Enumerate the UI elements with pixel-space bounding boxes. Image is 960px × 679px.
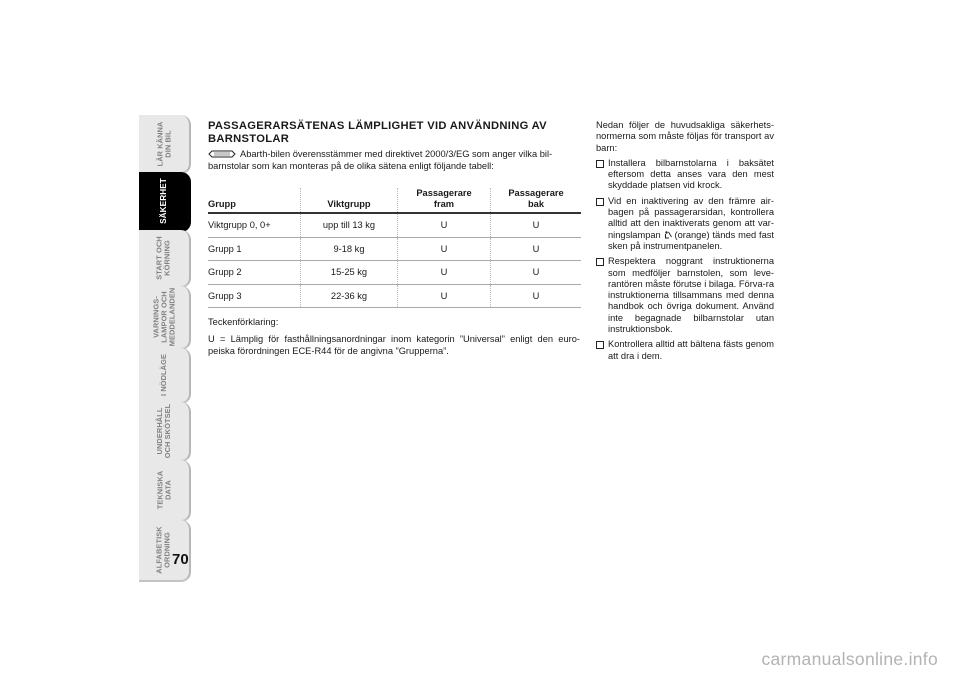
table-cell: Grupp 2 (208, 261, 301, 285)
tab-lar-kanna-din-bil[interactable] (139, 115, 191, 174)
tab-start-och-korning[interactable] (139, 230, 191, 288)
watermark: carmanualsonline.info (761, 649, 938, 669)
header-passagerare-fram: Passagerare fram (398, 188, 491, 213)
main-column (208, 120, 580, 357)
table-cell: U (491, 261, 582, 285)
rules-list (596, 158, 774, 362)
table-cell: upp till 13 kg (301, 213, 398, 237)
table-cell: U (491, 284, 582, 308)
tab-label: ALFABETISK ORDNING (155, 526, 172, 574)
table-cell: Grupp 3 (208, 284, 301, 308)
airbag-off-warning-icon (664, 231, 672, 239)
table-cell: U (491, 237, 582, 261)
list-item-text: Respektera noggrant instruktionerna som medföljer barnstolen, som leve-rantören måste förutse i bilaga. Förva-ra instruktionerna tillsammans med denna handbok och övriga dokument. Använd inte begagnade bilbarnstolar utan instruktionsbok. (608, 256, 774, 335)
checkbox-bullet-icon (596, 258, 604, 266)
list-item-text: (orange) tänds med fast sken på instrumentpanelen. (608, 229, 775, 251)
checkbox-bullet-icon (596, 198, 604, 206)
tab-label: LÄR KÄNNA DIN BIL (155, 121, 172, 166)
table-row (208, 213, 581, 237)
tab-label: SÄKERHET (159, 178, 168, 224)
tab-label: I NÖDLÄGE (159, 354, 168, 396)
tab-i-nodlage[interactable] (139, 348, 191, 404)
table-header-row (208, 188, 581, 213)
header-grupp: Grupp (208, 188, 301, 213)
legend-title: Teckenförklaring: (208, 317, 279, 327)
table-cell: U (398, 237, 491, 261)
list-item-text: Vid en inaktivering av den främre air-bagen på passagerarsidan, kontrollera alltid att den inaktiverats genom att var-ningslampan (608, 195, 774, 240)
list-item-text: Kontrollera alltid att bältena fästs genom att dra i dem. (608, 339, 774, 361)
tab-label: VARNINGS- LAMPOR OCH MEDDELANDEN (151, 287, 176, 347)
page-number: 70 (172, 551, 189, 568)
tab-label: UNDERHÅLL OCH SKÖTSEL (155, 403, 173, 459)
table-row (208, 284, 581, 308)
section-heading: PASSAGERARSÄTENAS LÄMPLIGHET VID ANVÄNDNING AV BARNSTOLAR (208, 120, 547, 145)
tab-label: TEKNISKA DATA (154, 470, 172, 510)
table-cell: U (398, 261, 491, 285)
rules-intro: Nedan följer de huvudsakliga säkerhets-normerna som måste följas för transport av barn: (596, 120, 774, 153)
legend-text: U = Lämplig för fasthållningsanordningar inom kategorin ”Universal” enligt den euro-peiska förordningen ECE-R44 för de angivna ”Grupperna”. (208, 334, 580, 356)
tab-tekniska-data[interactable] (139, 460, 191, 522)
table-cell: U (398, 284, 491, 308)
checkbox-bullet-icon (596, 341, 604, 349)
header-passagerare-bak: Passagerare bak (491, 188, 582, 213)
table-cell: U (491, 213, 582, 237)
table-cell: 9-18 kg (301, 237, 398, 261)
table-cell: Viktgrupp 0, 0+ (208, 213, 301, 237)
list-item (596, 158, 774, 192)
header-viktgrupp: Viktgrupp (301, 188, 398, 213)
list-item (596, 339, 774, 362)
list-item-text: Installera bilbarnstolarna i baksätet eftersom detta anses vara den mest skyddade platsen vid krock. (608, 157, 774, 191)
tab-sakerhet[interactable] (139, 172, 191, 232)
table-cell: U (398, 213, 491, 237)
checkbox-bullet-icon (596, 160, 604, 168)
child-seat-table (208, 188, 581, 308)
table-row (208, 237, 581, 261)
table-cell: 22-36 kg (301, 284, 398, 308)
safety-rules-column (596, 120, 774, 366)
intro-text: Abarth-bilen överensstämmer med direktivet 2000/3/EG som anger vilka bil-barnstolar som kan monteras på de olika sätena enligt följande tabell: (208, 149, 553, 171)
abarth-logo-icon (208, 149, 236, 158)
tab-label: START OCH KÖRNING (155, 236, 172, 280)
table-cell: 15-25 kg (301, 261, 398, 285)
table-row (208, 261, 581, 285)
tab-underhall-och-skotsel[interactable] (139, 402, 191, 462)
list-item (596, 196, 774, 252)
list-item (596, 256, 774, 335)
section-intro (208, 149, 580, 172)
table-cell: Grupp 1 (208, 237, 301, 261)
tab-varningslampor[interactable] (139, 286, 191, 350)
